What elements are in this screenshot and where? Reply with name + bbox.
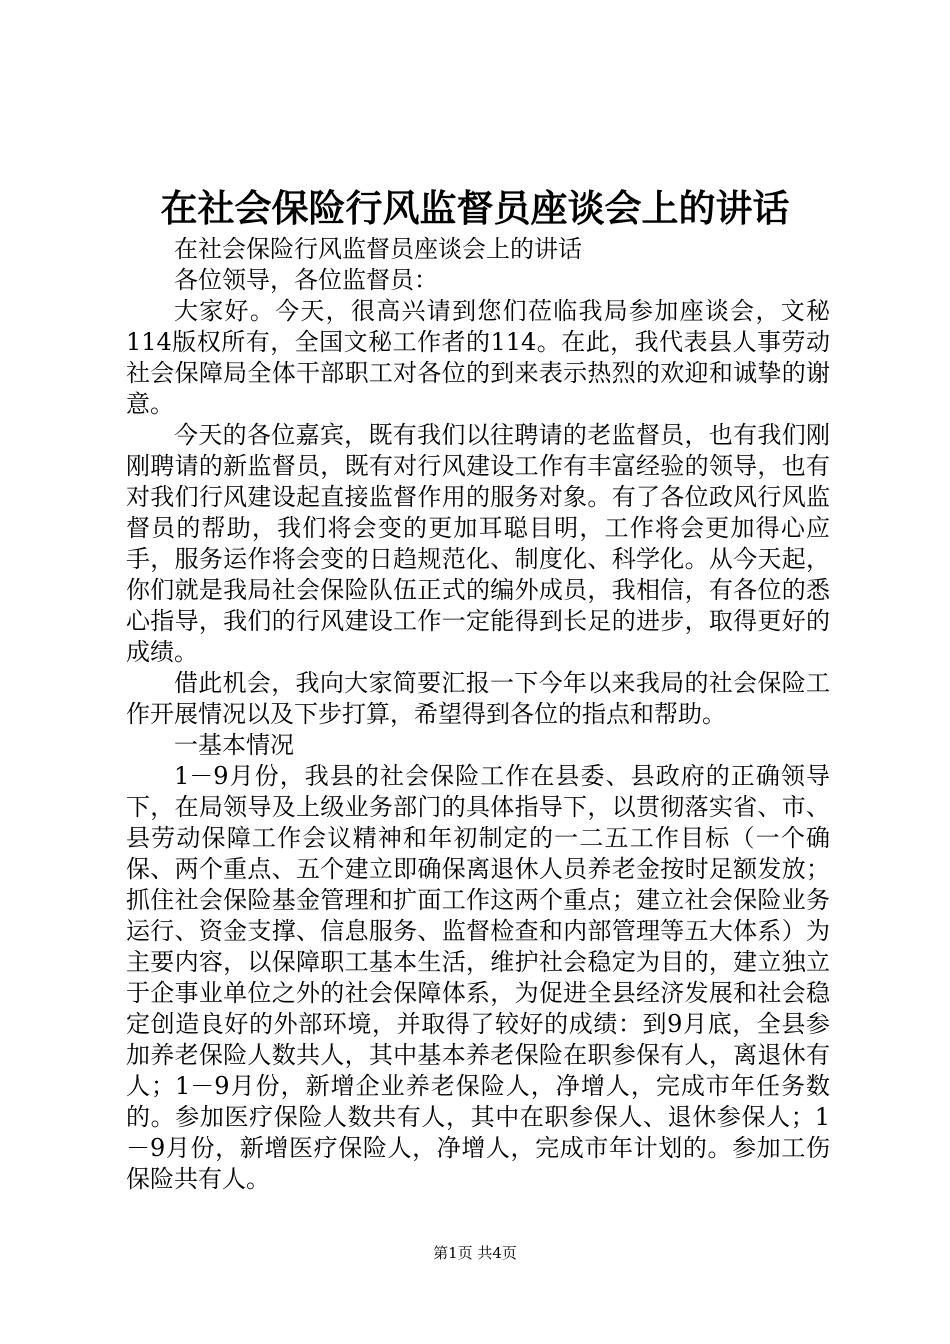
opening-paragraph: 大家好。今天，很高兴请到您们莅临我局参加座谈会，文秘114版权所有，全国文秘工作者的114。在此，我代表县人事劳动社会保障局全体干部职工对各位的到来表示热烈的欢迎和诚挚的谢意。: [126, 297, 830, 418]
guests-paragraph: 今天的各位嘉宾，既有我们以往聘请的老监督员，也有我们刚刚聘请的新监督员，既有对行风建设工作有丰富经验的领导，也有对我们行风建设起直接监督作用的服务对象。有了各位政风行风监督员的帮助，我们将会变的更加耳聪目明，工作将会更加得心应手，服务运作将会变的日趋规范化、制度化、科学化。从今天起，你们就是我局社会保险队伍正式的编外成员，我相信，有各位的悉心指导，我们的行风建设工作一定能得到长足的进步，取得更好的成绩。: [126, 421, 830, 666]
report-intro-paragraph: 借此机会，我向大家简要汇报一下今年以来我局的社会保险工作开展情况以及下步打算，希望得到各位的指点和帮助。: [126, 669, 830, 728]
document-body: [126, 234, 830, 1195]
page-footer: 第1页 共4页: [433, 1244, 517, 1262]
section-heading: 一基本情况: [174, 731, 294, 759]
salutation-paragraph: 各位领导，各位监督员：: [174, 266, 438, 294]
subtitle-paragraph: 在社会保险行风监督员座谈会上的讲话: [174, 235, 582, 263]
basic-situation-paragraph: 1－9月份，我县的社会保险工作在县委、县政府的正确领导下，在局领导及上级业务部门的具体指导下，以贯彻落实省、市、县劳动保障工作会议精神和年初制定的一二五工作目标（一个确保、两个重点、五个建立即确保离退休人员养老金按时足额发放；抓住社会保险基金管理和扩面工作这两个重点；建立社会保险业务运行、资金支撑、信息服务、监督检查和内部管理等五大体系）为主要内容，以保障职工基本生活，维护社会稳定为目的，建立独立于企事业单位之外的社会保障体系，为促进全县经济发展和社会稳定创造良好的外部环境，并取得了较好的成绩：到9月底，全县参加养老保险人数共人，其中基本养老保险在职参保有人，离退休有人；1－9月份，新增企业养老保险人，净增人，完成市年任务数的。参加医疗保险人数共有人，其中在职参保人、退休参保人；1－9月份，新增医疗保险人，净增人，完成市年计划的。参加工伤保险共有人。: [126, 762, 830, 1193]
page-title: 在社会保险行风监督员座谈会上的讲话: [160, 187, 790, 230]
